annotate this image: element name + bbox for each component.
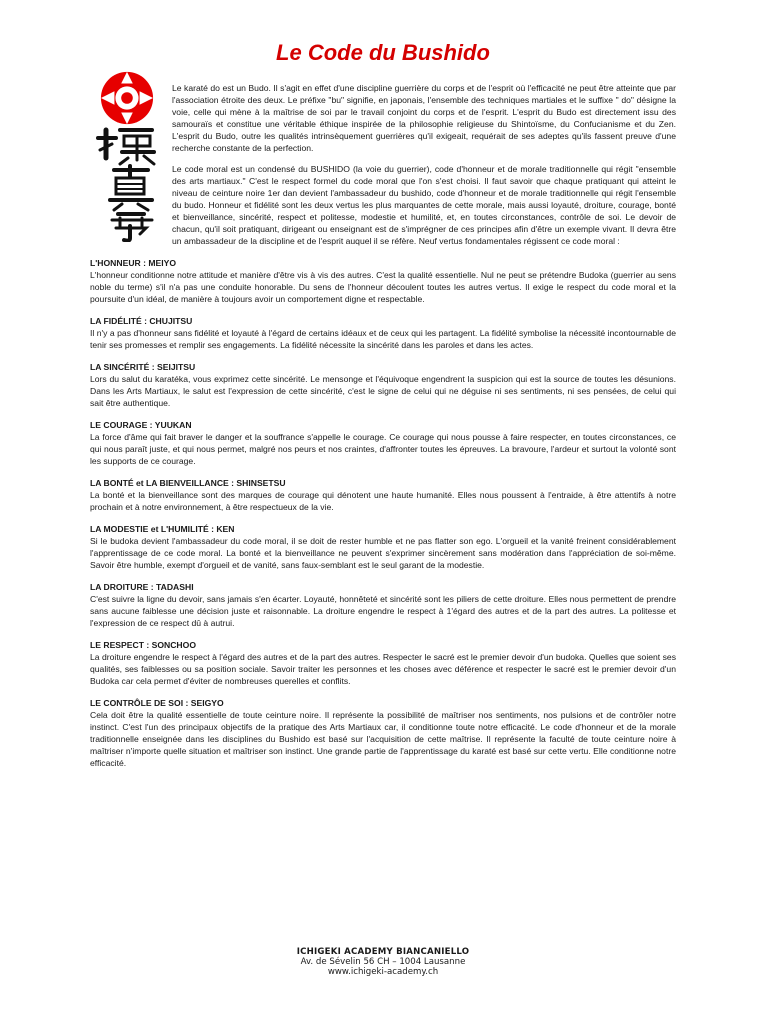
virtue-section-controle	[90, 697, 676, 769]
document-body	[90, 82, 676, 769]
document-page	[90, 0, 676, 1024]
page-title: Le Code du Bushido	[276, 40, 490, 65]
section-body: Si le budoka devient l'ambassadeur du code moral, il se doit de rester humble et ne pas flatter son ego. L'orgueil et la vanité freinent considérablement l'apprentissage de ce code moral. La bonté et la bienveillance ne peuvent s'exprimer sincèrement sans modération dans l'appréciation de soi-même. Savoir être humble, exempt d'orgueil et de vanité, sans faux-semblant est le seul garant de la modestie.	[90, 536, 676, 570]
footer-address: Av. de Sévelin 56 CH – 1004 Lausanne	[300, 957, 466, 967]
section-heading: LE RESPECT : SONCHOO	[90, 640, 196, 650]
section-body: C'est suivre la ligne du devoir, sans jamais s'en écarter. Loyauté, honnêteté et sincérité sont les piliers de cette droiture. Elles nous permettent de prendre sans aucune faiblesse une décision juste et raisonnable. La droiture engendre le respect à 1'égard des autres et de la part des autres. La politesse et l'expression de ce respect dû à autrui.	[90, 594, 676, 628]
section-body: Il n'y a pas d'honneur sans fidélité et loyauté à l'égard de certains idéaux et de ceux qui les partagent. La fidélité symbolise la nécessité incontournable de tenir ses promesses et remplir ses engagements. La fidélité nécessite la sincérité dans les paroles et dans les actes.	[90, 328, 676, 350]
footer-website-link[interactable]: www.ichigeki-academy.ch	[327, 967, 439, 977]
section-heading: L'HONNEUR : MEIYO	[90, 258, 177, 268]
section-heading: LA FIDÉLITÉ : CHUJITSU	[90, 316, 193, 326]
section-heading: LA DROITURE : TADASHI	[90, 582, 194, 592]
virtue-section-honneur	[90, 257, 676, 305]
section-body: L'honneur conditionne notre attitude et manière d'être vis à vis des autres. C'est la qualité essentielle. Nul ne peut se prétendre Budoka (guerrier au sens noble du terme) s'il n'a pas une conduite honorable. Du sens de l'honneur découlent toutes les autres vertus. Il exige le respect du code moral et la poursuite d'un idéal, de manière à toujours avoir un comportement digne et respectable.	[90, 270, 676, 304]
intro-paragraph: Le karaté do est un Budo. Il s'agit en effet d'une discipline guerrière du corps et de l'esprit où l'efficacité ne peut être atteinte que par l'association étroite des deux. Le préfixe "bu" signifie, en japonais, l'ensemble des techniques martiales et le suffixe " do" désigne la voie, celle qui mène à la maîtrise de soi par le travail conjoint du corps et de l'esprit. L'esprit du Budo est directement issu des samouraïs et constitue une véritable éthique inspirée de la philosophie religieuse du Shintoïsme, du Confucianisme et du Zen. L'esprit du Budo, outre les qualités intrinsèquement guerrières qu'il exigeait, requérait de ses adeptes qu'ils fassent preuve d'une recherche constante de la perfection.	[172, 83, 676, 153]
virtue-section-modestie	[90, 523, 676, 571]
section-body: Cela doit être la qualité essentielle de toute ceinture noire. Il représente la possibilité de maîtriser nos sentiments, nos pulsions et de contrôler notre instinct. C'est l'un des principaux objectifs de la pratique des Arts Martiaux car, il conditionne toute notre efficacité. Le code d'honneur et de la morale traditionnelle enseignée dans les disciplines du Bushido est basé sur l'acquisition de cette maîtrise. Il représente la faculté de toute ceinture noire à maîtriser n'importe quelle situation et maîtriser son instinct. Une grande partie de l'apprentissage du karaté est basé sur cette vertu. Elle conditionne notre efficacité.	[90, 710, 676, 768]
section-body: La droiture engendre le respect à l'égard des autres et de la part des autres. Respecter le sacré est le premier devoir d'un budoka. Quelles que soient ses qualités, ses faiblesses ou sa position sociale. Savoir traiter les personnes et les choses avec déférence et respecter le sacré est le premier devoir d'un Budoka car cela permet d'éviter de nombreuses querelles et conflits.	[90, 652, 676, 686]
section-heading: LA BONTÉ et LA BIENVEILLANCE : SHINSETSU	[90, 478, 286, 488]
virtue-section-bonte	[90, 477, 676, 513]
section-body: La force d'âme qui fait braver le danger et la souffrance s'appelle le courage. Ce courage qui nous pousse à faire respecter, en toutes circonstances, ce qui nous paraît juste, et qui nous permet, malgré nos peurs et nos craintes, d'affronter toutes les épreuves. La bravoure, l'ardeur et surtout la volonté sont les supports de ce courage.	[90, 432, 676, 466]
section-heading: LA MODESTIE et L'HUMILITÉ : KEN	[90, 524, 235, 534]
section-heading: LA SINCÉRITÉ : SEIJITSU	[90, 362, 196, 372]
virtue-section-sincerite	[90, 361, 676, 409]
virtue-section-fidelite	[90, 315, 676, 351]
section-heading: LE CONTRÔLE DE SOI : SEIGYO	[90, 698, 224, 708]
section-heading: LE COURAGE : YUUKAN	[90, 420, 192, 430]
intro-paragraph: Le code moral est un condensé du BUSHIDO (la voie du guerrier), code d'honneur et de morale traditionnelle qui régit "ensemble des arts martiaux." C'est le respect formel du code moral que l'on s'est choisi. Il faut savoir que chaque pratiquant qui atteint le niveau de ceinture noire 1er dan devient l'ambassadeur du bushido, code d'honneur et de morale traditionnelle qui régit l'ensemble du budo. Honneur et fidélité sont les deux vertus les plus marquantes de cette morale, mais aussi loyauté, droiture, courage, bonté et bienveillance, sincérité, respect et politesse, modestie et humilité, et, en toutes circonstances, contrôle de soi. Le devoir de chacun, qu'il soit pratiquant, dirigeant ou enseignant est de s'imprégner de ces principes afin d'être un exemple vivant. Il devra être un ambassadeur de la discipline et de l'esprit auquel il se réfère. Neuf vertus fondamentales régissent ce code moral :	[172, 164, 676, 246]
virtue-section-courage	[90, 419, 676, 467]
section-body: La bonté et la bienveillance sont des marques de courage qui dénotent une haute humanité. Elles nous poussent à l'entraide, à être attentifs à notre prochain et à notre environnement, à être respectueux de la vie.	[90, 490, 676, 512]
virtue-section-droiture	[90, 581, 676, 629]
section-body: Lors du salut du karatéka, vous exprimez cette sincérité. Le mensonge et l'équivoque engendrent la suspicion qui est la source de toutes les désunions. Dans les Arts Martiaux, le salut est l'expression de cette sincérité, c'est le signe de celui qui ne déguise ni ses sentiments, ni ses pensées, de celui qui sait être authentique.	[90, 374, 676, 408]
virtue-section-respect	[90, 639, 676, 687]
page-footer	[90, 947, 676, 977]
footer-academy-name: ICHIGEKI ACADEMY BIANCANIELLO	[296, 947, 470, 957]
